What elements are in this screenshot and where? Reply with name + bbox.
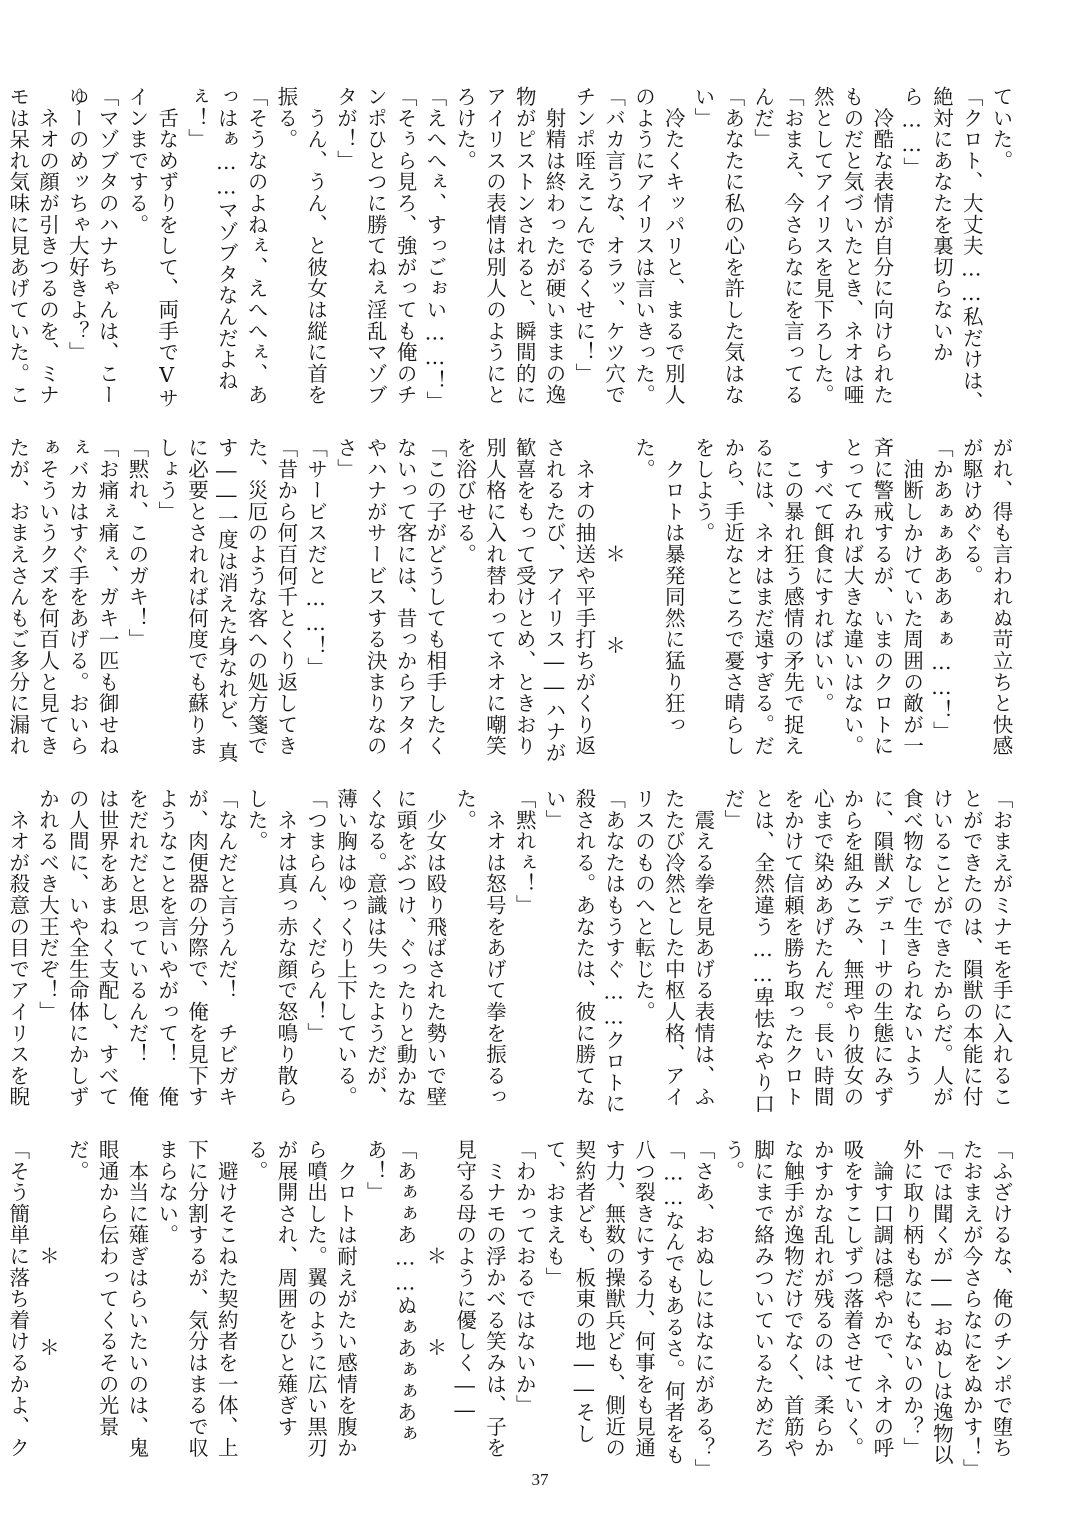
paragraph: うん、うん、と彼女は縦に首を振る。 [273, 86, 328, 406]
scene-break: ＊ ＊ [601, 542, 626, 665]
paragraph: 「そぅら見ろ、強がっても俺のチンポひとつに勝てねぇ淫乱マゾブタが！」 [333, 86, 418, 406]
paragraph: ミナモの浮かべる笑みは、子を見守る母のように優しく―― [452, 1139, 507, 1459]
paragraph: ていた。 [989, 86, 1013, 172]
paragraph: 「昔から何百何千とくり返してきた、災厄のような客への処方箋です――一度は消えた身なれど、真に必要とされれば何度でも蘇りましょう」 [154, 437, 298, 764]
paragraph: 「つまらん、くだらん！」 [303, 788, 328, 1044]
paragraph: クロトは耐えがたい感情を腹から噴出した。翼のように広い黒刃が展開され、周囲をひと薙ぎする。 [244, 1139, 358, 1459]
paragraph: 「ふざけるな、俺のチンポで堕ちたおまえが今さらなにをぬかす！」 [959, 1139, 1013, 1480]
paragraph: 「あなたはもうすぐ……クロトに殺される。あなたは、彼に勝てない」 [542, 788, 626, 1115]
paragraph: すべて餌食にすればいい。 [810, 437, 835, 714]
paragraph: クロトは暴発同然に猛り狂った。 [631, 437, 686, 736]
paragraph: 「なんだと言うんだ！ チビガキが、肉便器の分際で、俺を見下すようなことを言いやがって！ 俺をだれだと思っているんだ！ 俺は世界をあまねく支配し、すべての人間に、いや全生命体にかしずかれるべき大王だぞ！」 [35, 788, 239, 1108]
paragraph: 冷酷な表情が自分に向けられたものだと気づいたとき、ネオは唖然としてアイリスを見下ろした。 [810, 86, 894, 406]
paragraph: ネオが殺意の目でアイリスを睨 [5, 809, 30, 1108]
scene-break: ＊ ＊ [35, 1244, 60, 1367]
paragraph: がれ、得も言われぬ苛立ちと快感が駆けめぐる。 [959, 437, 1013, 757]
paragraph: 少女は殴り飛ばされた勢いで壁に頭をぶつけ、ぐったりと動かなくなる。意識は失ったようだが、薄い胸はゆっくり上下している。 [333, 788, 447, 1108]
paragraph: ネオは真っ赤な顔で怒鳴り散らした。 [244, 788, 298, 1108]
paragraph: 射精は終わったが硬いままの逸物がピストンされると、瞬間的にアイリスの表情は別人のようにとろけた。 [452, 86, 567, 406]
paragraph: 「黙れ、このガキ！」 [124, 437, 149, 650]
paragraph: 舌なめずりをして、両手でVサインまでする。 [124, 86, 179, 409]
paragraph: 冷たくキッパリと、まるで別人のようにアイリスは言いきった。 [631, 86, 686, 406]
paragraph: 「そうなのよねぇ、えへへぇ、あっはぁ……マゾブタなんだよねぇ！」 [184, 86, 269, 406]
paragraph: 「マゾブタのハナちゃんは、こーゆーのめッちゃ大好きよ？」 [65, 86, 120, 406]
paragraph: 「そう簡単に落ち着けるかよ、ク [5, 1139, 30, 1459]
paragraph: ネオの抽送や平手打ちがくり返されるたび、アイリス――ハナが歓喜をもって受けとめ、ときおり別人格に入れ替わってネオに嘲笑を浴びせる。 [452, 437, 596, 764]
paragraph: 「……なんでもあるさ。何者をも八つ裂きにする力、何事をも見通す力、無数の操獣兵ども、側近の契約者ども、板東の地――そして、おまえも」 [542, 1139, 686, 1466]
paragraph: 「あなたに私の心を許した気はない」 [691, 86, 745, 406]
paragraph: 「クロト、大丈夫……私だけは、絶対にあなたを裏切らないから……」 [899, 86, 984, 413]
paragraph: 「この子がどうしても相手したくないって客には、昔っからアタイやハナがサービスする決まりなのさ」 [333, 437, 447, 757]
paragraph: 「では聞くが――おぬしは逸物以外に取り柄もなにもないのか？」 [899, 1139, 954, 1466]
paragraph: ネオは怒号をあげて拳を振るった。 [452, 788, 507, 1108]
text-tier-1 [5, 86, 1015, 419]
paragraph: 「えへへぇ、すっごぉい……！」 [422, 86, 447, 413]
paragraph: 「バカ言うな、オラッ、ケツ穴でチンポ咥えこんでるくせに！」 [571, 86, 626, 406]
paragraph: この暴れ狂う感情の矛先で捉えるには、ネオはまだ遠すぎる。だから、手近なところで憂さ晴らしをしよう。 [691, 437, 805, 757]
paragraph: ネオの顔が引きつるのを、ミナモは呆れ気味に見あげていた。こ [5, 86, 60, 406]
paragraph: 「かあぁぁあああぁぁ……！」 [929, 437, 954, 743]
paragraph: 「お痛ぇ痛ぇ、ガキ一匹も御せねぇバカはすぐ手をあげる。おいらぁそういうクズを何百人と見てきたが、おまえさんもご多分に漏れ [5, 437, 120, 757]
paragraph: 「さあ、おぬしにはなにがある？」 [691, 1139, 716, 1480]
paragraph: 「わかっておるではないか」 [512, 1139, 537, 1416]
paragraph: 「おまえ、今さらなにを言ってるんだ」 [750, 86, 805, 406]
paragraph: 「黙れぇ！」 [512, 788, 537, 916]
scene-break: ＊ ＊ [422, 1244, 447, 1367]
paragraph: 論す口調は穏やかで、ネオの呼吸をすこしずつ落着させていく。かすかな乱れが残るのは、柔らかな触手が逸物だけでなく、首筋や脚にまで絡みついているためだろう。 [720, 1139, 894, 1459]
paragraph: 「あぁぁあ……ぬぁあぁぁあぁあ！」 [363, 1139, 418, 1445]
paragraph: 本当に薙ぎはらいたいのは、鬼眼通から伝わってくるその光景だ。 [65, 1139, 149, 1459]
paragraph: 「サービスだと……！」 [303, 437, 328, 679]
text-tier-3 [5, 788, 1015, 1121]
paragraph: 油断しかけていた周囲の敵が一斉に警戒するが、いまのクロトにとってみれば大きな違いはない。 [840, 437, 924, 757]
paragraph: 「おまえがミナモを手に入れることができたのは、隕獣の本能に付けいることができたからだ。人が食べ物なしで生きられないように、隕獣メデューサの生態にみずからを組みこみ、無理やり彼女の心まで染めあげたんだ。長い時間をかけて信頼を勝ち取ったクロトとは、全然違う……卑怯なやり口だ」 [720, 788, 1013, 1115]
paragraph: 避けそこねた契約者を一体、上下に分割するが、気分はまるで収まらない。 [154, 1139, 239, 1459]
paragraph: 震える拳を見あげる表情は、ふたたび冷然とした中枢人格、アイリスのものへと転じた。 [631, 788, 716, 1108]
page-number: 37 [531, 1470, 549, 1489]
text-tier-2 [5, 437, 1015, 770]
